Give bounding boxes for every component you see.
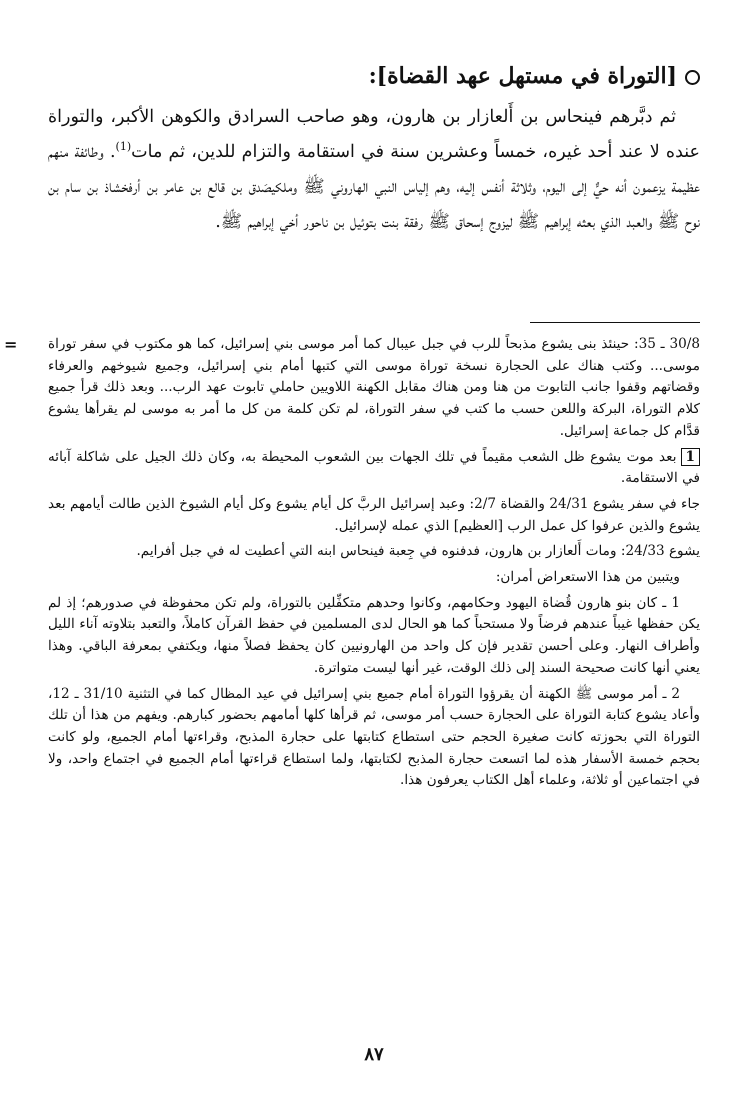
main-text-part-1: ثم دبَّرهم فينحاس بن أَلعازار بن هارون، وهو صاحب السرادق والكوهن الأكبر، والتوراة عنده لا عند أحد غيره، خمساً وعشرين سنة في استقامة والتزام للدين، ثم مات — [48, 107, 700, 162]
main-text-part-2: . وطائفة منهم عظيمة يزعمون أنه حيٌّ إلى اليوم، وثلاثة أنفس إليه، وهم إلياس النبي الهاروني ﷺ وملكيصَدق بن قالع بن عامر بن أرفخشاذ بن سام بن نوح ﷺ والعبد الذي بعثه إبراهيم ﷺ ليزوج إسحاق ﷺ رفقة بنت بتوئيل بن ناحور أخي إبراهيم ﷺ. — [48, 142, 700, 232]
footnote-paragraph: 1 ـ كان بنو هارون قُضاة اليهود وحكامهم، وكانوا وحدهم متكفِّلين بالتوراة، ولم تكن محفوظة في صدورهم؛ إذ لم يكن حفظها غيباً عندهم فرضاً ولا مستحباً كما هو الحال لدى المسلمين في حفظ القرآن كاملاً، والتعبد بتلاوته آناء الليل وأطراف النهار. وعلى أحسن تقدير فإن كل واحد من الهارونيين كان يحفظ فصلاً منها، ويكتفي بمعرفة الباقي. وهذا يعني أنها كانت صحيحة السند إلى ذلك الوقت، غير أنها ليست متواترة. — [48, 594, 700, 676]
circle-bullet-icon — [685, 70, 700, 85]
footnote-paragraph: ويتبين من هذا الاستعراض أمران: — [495, 569, 680, 586]
section-heading — [48, 58, 700, 94]
boxed-footnote-number: 1 — [681, 448, 700, 466]
footnote-paragraph: يشوع 24/33: ومات أَلعازار بن هارون، فدفنوه في جِعبة فينحاس ابنه التي أعطيت له في جبل أفرايم. — [136, 543, 700, 560]
footnote-separator — [530, 322, 700, 323]
footnote-paragraph: جاء في سفر يشوع 24/31 والقضاة 2/7: وعبد إسرائيل الربَّ كل أيام يشوع وكل أيام الشيوخ الذين طالت أيامهم بعد يشوع والذين عرفوا كل عمل الرب [العظيم] الذي عمله لإسرائيل. — [48, 495, 700, 534]
footnote-numbered — [48, 447, 700, 490]
main-text — [48, 100, 700, 240]
footnote-numbered-text: بعد موت يشوع ظل الشعب مقيماً في تلك الجهات بين الشعوب المحيطة به، وكان ذلك الجيل على شاكلة آبائه في الاستقامة. — [48, 448, 700, 487]
main-paragraph — [48, 100, 700, 240]
footnote-continued-text: 30/8 ـ 35: حينئذ بنى يشوع مذبحاً للرب في جبل عيبال كما أمر موسى بني إسرائيل، كما هو مكتوب في سفر توراة موسى... وكتب هناك على الحجارة نسخة توراة موسى التي كتبها أمام بني إسرائيل، وجميع شيوخهم والعرفاء وقضاتهم وقفوا جانب التابوت من هنا ومن هناك مقابل الكهنة اللاويين حاملي تابوت عهد الرب... وبعد ذلك قرأ جميع كلام التوراة، البركة واللعن حسب ما كتب في سفر التوراة، لم تكن كلمة من كل ما أمر به موسى لم يقرأها يشوع قدَّام كل جماعة إسرائيل. — [48, 336, 701, 439]
continuation-sign: = — [4, 335, 18, 354]
page-number: ٨٧ — [364, 1044, 384, 1065]
footnote-paragraph: 2 ـ أمر موسى ﷺ الكهنة أن يقرؤوا التوراة أمام جميع بني إسرائيل في عيد المظال كما في التثنية 31/10 ـ 12، وأعاد يشوع كتابة التوراة على الحجارة حسب أمر موسى، ثم قرأها كلها أمامهم بحضور كبارهم. ويفهم من هذا أن تلك التوراة التي بحوزته كانت صغيرة الحجم حتى استطاع كتابتها على حجارة المذبح، وقراءتها أمام الجميع، ولو كانت بحجم خمسة الأسفار هذه لما اتسعت حجارة المذبح لكتابتها، ولما استطاع قراءتها أمام الجميع في اجتماع واحد، ولا في اجتماعين أو ثلاثة، وعلماء أهل الكتاب يعرفون هذا. — [48, 685, 700, 789]
book-page — [4, 0, 701, 1109]
footnotes — [4, 334, 701, 796]
footnote-reference[interactable]: (1) — [115, 140, 132, 154]
footnote-continued — [4, 334, 701, 443]
section-heading-text: [التوراة في مستهل عهد القضاة]: — [368, 63, 677, 89]
